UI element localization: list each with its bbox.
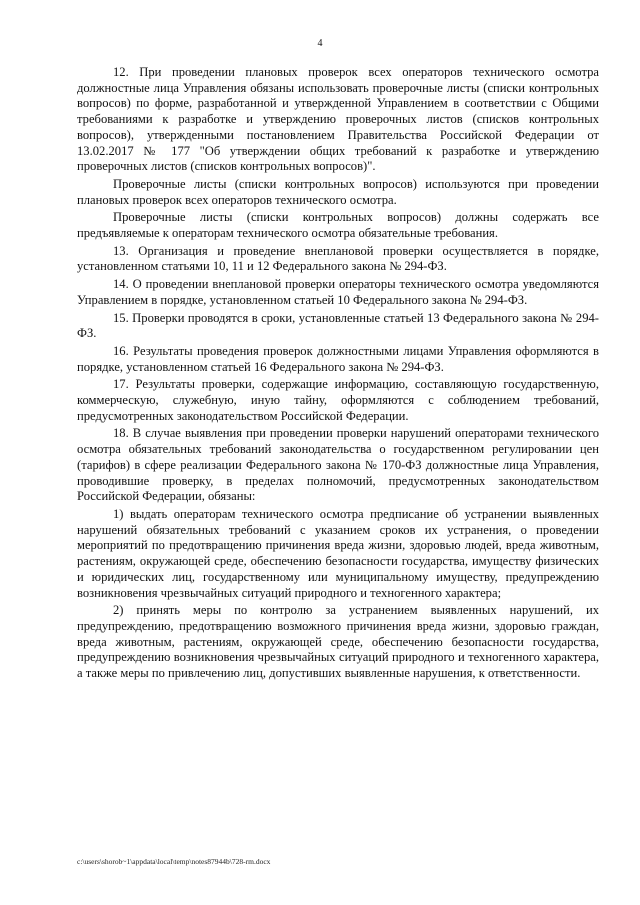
paragraph-16: 16. Результаты проведения проверок должностными лицами Управления оформляются в порядке, установленном статьей 16 Федерального закона № 294-ФЗ. xyxy=(77,343,599,374)
paragraph-15: 15. Проверки проводятся в сроки, установленные статьей 13 Федерального закона № 294-ФЗ. xyxy=(77,310,599,341)
paragraph-18-item-2: 2) принять меры по контролю за устранением выявленных нарушений, их предупреждению, предотвращению возможного причинения вреда жизни, здоровью граждан, вреда животным, растениям, окружающей среде, обеспечению безопасности государства, предупреждению возникновения чрезвычайных ситуаций природного и техногенного характера, а также меры по привлечению лиц, допустивших выявленные нарушения, к ответственности. xyxy=(77,603,599,681)
document-body xyxy=(77,65,599,684)
paragraph-13: 13. Организация и проведение внеплановой проверки осуществляется в порядке, установленном статьями 10, 11 и 12 Федерального закона № 294-ФЗ. xyxy=(77,243,599,274)
paragraph-checklists-usage: Проверочные листы (списки контрольных вопросов) используются при проведении плановых проверок всех операторов технического осмотра. xyxy=(77,176,599,207)
file-path-footer: c:\users\shorob~1\appdata\local\temp\notes87944b\728-rm.docx xyxy=(77,857,271,866)
paragraph-18-item-1: 1) выдать операторам технического осмотра предписание об устранении выявленных нарушений обязательных требований с указанием сроков их устранения, о проведении мероприятий по предотвращению причинения вреда жизни, здоровью людей, вреда животным, растениям, окружающей среде, обеспечению безопасности государства, имуществу физических и юридических лиц, государственному или муниципальному имуществу, предупреждению возникновения чрезвычайных ситуаций природного и техногенного характера; xyxy=(77,506,599,600)
paragraph-17: 17. Результаты проверки, содержащие информацию, составляющую государственную, коммерческую, служебную, иную тайну, оформляются с соблюдением требований, предусмотренных законодательством Российской Федерации. xyxy=(77,377,599,423)
page-number: 4 xyxy=(317,38,323,49)
paragraph-18: 18. В случае выявления при проведении проверки нарушений операторами технического осмотра обязательных требований законодательства о государственном регулировании цен (тарифов) в сфере реализации Федерального закона № 170-ФЗ должностные лица Управления, проводившие проверку, в пределах полномочий, предусмотренных законодательством Российской Федерации, обязаны: xyxy=(77,426,599,504)
paragraph-checklists-content: Проверочные листы (списки контрольных вопросов) должны содержать все предъявляемые к операторам технического осмотра обязательные требования. xyxy=(77,210,599,241)
paragraph-14: 14. О проведении внеплановой проверки операторы технического осмотра уведомляются Управлением в порядке, установленном статьей 10 Федерального закона № 294-ФЗ. xyxy=(77,277,599,307)
paragraph-12: 12. При проведении плановых проверок всех операторов технического осмотра должностные лица Управления обязаны использовать проверочные листы (списки контрольных вопросов) по форме, разработанной и утвержденной Управлением в соответствии с Общими требованиями к разработке и утверждению проверочных листов (списков контрольных вопросов), утвержденными постановлением Правительства Российской Федерации от 13.02.2017 № 177 "Об утверждении общих требований к разработке и утверждению проверочных листов (списков контрольных вопросов)". xyxy=(77,65,599,174)
